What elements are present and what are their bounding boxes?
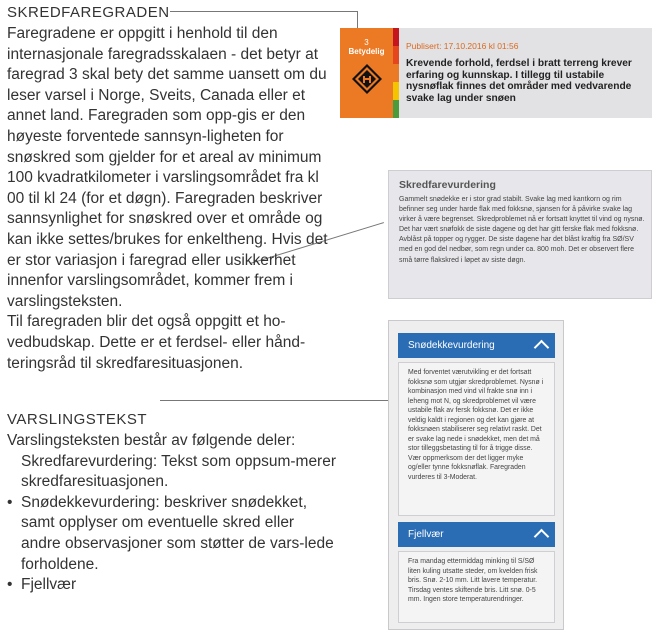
skredfarevurdering-card <box>388 170 652 299</box>
danger-scale-strip <box>393 28 399 118</box>
connector-line-1-vertical <box>357 11 358 29</box>
accordion-body-snodekkevurdering: Med forventet værutvikling er det fortsatt fokksnø som utgjør skredproblemet. Nysnø i kombinasjon med vind vil frakte snø inn i leheng mot N, og skredproblemet vil være ustabile flak av fersk fokksnø. Det er ikke veldig kaldt i regionen og det kan gjøre at fokksnøen stabiliserer seg relativt raskt. Det er svake lag nede i snødekket, men det må stor tilleggsbetasting til for å trigge disse. Vær oppmerksom der det ligger myke og/eller tynne fokksnøflak. Faregraden vurderes til 3-Moderat. <box>398 362 555 516</box>
list-item: • Snødekkevurdering: beskriver snødekket, samt opplyser om eventuelle skred eller andre observasjoner som støtter de vars-lede forholdene. <box>7 493 337 575</box>
danger-level-badge <box>340 28 393 118</box>
accordion-title: Fjellvær <box>408 529 444 540</box>
danger-level-number: 3 <box>364 38 369 47</box>
section-heading-varslingstekst: VARSLINGSTEKST <box>7 411 148 428</box>
skredfarevurdering-text: Gammelt snødekke er i stor grad stabilt. Svake lag med kantkorn og rim befinner seg under harde flak med fokksnø, sjansen for å påvirke svake lag virker å være begrenset. Skredproblemet nå er fortsatt knyttet til vind og nysnø. Det har vært snøfokk de siste dagene og det har gitt ferske flak med fokksnø. Avblåst på topper og rygger. De siste dagene har det blåst kraftig fra SØ/SV med en god del nedbør, som regn under ca. 800 moh. Det er observert flere små tørre flakskred i løpet av siste døgn. <box>399 196 645 264</box>
main-message: Krevende forhold, ferdsel i bratt terreng krever erfaring og kunnskap. I tillegg til ustabile nysnøflak finnes det områder med vedvarende svake lag under snøen <box>406 58 632 104</box>
skredfarevurdering-title: Skredfarevurdering <box>399 179 496 191</box>
varslingstekst-intro: Varslingsteksten består av følgende deler: <box>7 432 296 449</box>
avalanche-warning-icon <box>350 62 384 96</box>
list-item: • Fjellvær <box>7 575 337 596</box>
bullet-list <box>7 493 337 596</box>
accordion-body-fjellvaer: Fra mandag ettermiddag minking til S/SØ liten kuling utsatte steder, om kvelden frisk bris. Snø. 2-10 mm. Litt lavere temperatur. Tirsdag ventes skiftende bris. Litt snø. 0-5 mm. Ingen store temperaturendringer. <box>398 551 555 623</box>
connector-line-3 <box>160 400 390 401</box>
danger-level-label: Betydelig <box>348 47 385 56</box>
chevron-up-icon[interactable] <box>534 340 550 356</box>
item-skredfarevurdering: Skredfarevurdering: Tekst som oppsum-merer skredfaresituasjonen. <box>21 452 337 491</box>
accordion-header-fjellvaer[interactable] <box>398 522 555 547</box>
paragraph-hovedbudskap: Til faregraden blir det også oppgitt et ho-vedbudskap. Dette er et ferdsel- eller hånd-teringsråd til skredfaresituasjonen. <box>7 313 306 372</box>
paragraph-faregrad: Faregradene er oppgitt i henhold til den internasjonale faregradsskalaen - det betyr at faregrad 3 skal bety det samme uansett om du leser varsel i Norge, Sveits, Canada eller et annet land. Faregraden som opp-gis er den høyeste forventede sannsyn-ligheten for snøskred som gjelder for et areal av minimum 100 kvadratkilometer i varslingsområdet fra kl 00 til kl 24 (for et døgn). Faregraden beskriver sannsynlighet for snøskred over et område og kan ikke settes/brukes for enkeltheng. Hvis det er stor variasjon i faregrad eller usikkerhet innenfor varslingsområdet, kommer frem i varslingsteksten. <box>7 25 328 310</box>
accordion-title: Snødekkevurdering <box>408 340 495 351</box>
published-timestamp: Publisert: 17.10.2016 kl 01:56 <box>406 41 519 51</box>
section-heading-skredfaregraden: SKREDFAREGRADEN <box>7 4 170 21</box>
danger-level-card <box>340 28 652 118</box>
accordion-panel <box>388 320 564 630</box>
section-varslingstekst <box>7 410 337 596</box>
left-column <box>7 3 337 374</box>
chevron-up-icon[interactable] <box>534 529 550 545</box>
accordion-header-snodekkevurdering[interactable] <box>398 333 555 358</box>
